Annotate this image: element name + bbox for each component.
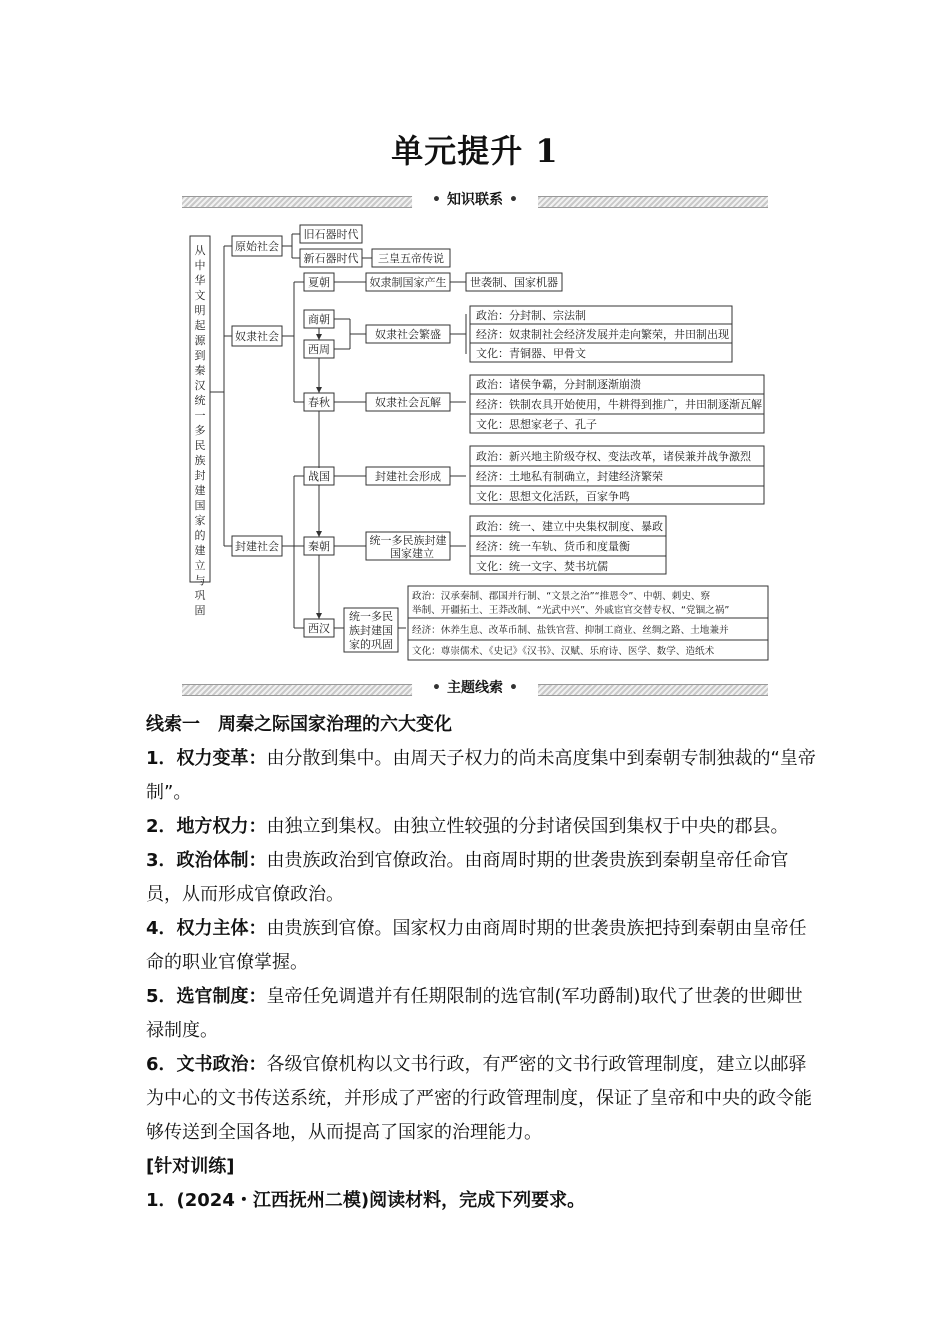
zhanguo-culture: 文化：思想文化活跃，百家争鸣 bbox=[476, 490, 630, 503]
zhou-label: 西周 bbox=[308, 343, 330, 356]
theme-banner bbox=[182, 674, 768, 700]
xia-stage: 奴隶制国家产生 bbox=[369, 276, 447, 289]
society-slave: 奴隶社会 bbox=[235, 330, 279, 343]
qin-economy: 经济：统一车轨、货币和度量衡 bbox=[476, 540, 630, 553]
chunqiu-politics: 政治：诸侯争霸，分封制逐渐崩溃 bbox=[476, 378, 641, 391]
clue-item-5: 5．选官制度：皇帝任免调遣并有任期限制的选官制(军功爵制)取代了世袭的世卿世禄制度。 bbox=[146, 986, 803, 1041]
zhanguo-label: 战国 bbox=[308, 470, 330, 483]
root-title: 从中华文明起源到秦汉统一多民族封建国家的建立与巩固 bbox=[194, 244, 206, 617]
han-politics-1: 政治：汉承秦制、郡国并行制、“文景之治”“推恩令”、中朝、刺史、察 bbox=[412, 591, 711, 602]
han-stage-1: 统一多民 bbox=[349, 610, 393, 623]
chunqiu-economy: 经济：铁制农具开始使用，牛耕得到推广，井田制逐渐瓦解 bbox=[476, 398, 762, 411]
clue-section bbox=[146, 708, 816, 1218]
qin-stage-2: 国家建立 bbox=[390, 547, 434, 560]
zhanguo-stage: 封建社会形成 bbox=[375, 470, 441, 483]
society-primitive: 原始社会 bbox=[235, 240, 279, 253]
chunqiu-stage: 奴隶社会瓦解 bbox=[375, 396, 441, 409]
shangzhou-stage: 奴隶社会繁盛 bbox=[375, 328, 441, 341]
zhanguo-economy: 经济：土地私有制确立，封建经济繁荣 bbox=[476, 470, 663, 483]
xia-label: 夏朝 bbox=[308, 276, 330, 289]
shangzhou-economy: 经济：奴隶制社会经济发展并走向繁荣，井田制出现 bbox=[476, 328, 729, 341]
question-1: 1．(2024・江西抚州二模)阅读材料，完成下列要求。 bbox=[146, 1190, 586, 1211]
legend-label: 三皇五帝传说 bbox=[378, 252, 444, 265]
theme-banner-label: • 主题线索 • bbox=[412, 677, 538, 697]
qin-label: 秦朝 bbox=[308, 540, 330, 553]
society-feudal: 封建社会 bbox=[235, 540, 279, 553]
qin-politics: 政治：统一、建立中央集权制度、暴政 bbox=[476, 520, 663, 533]
qin-culture: 文化：统一文字、焚书坑儒 bbox=[476, 560, 608, 573]
han-culture: 文化：尊崇儒术、《史记》《汉书》、汉赋、乐府诗、医学、数学、造纸术 bbox=[412, 646, 715, 657]
training-heading: [针对训练] bbox=[146, 1156, 235, 1177]
chunqiu-label: 春秋 bbox=[308, 396, 330, 409]
clue-item-4: 4．权力主体：由贵族到官僚。国家权力由商周时期的世袭贵族把持到秦朝由皇帝任命的职业官僚掌握。 bbox=[146, 918, 807, 973]
qin-stage-1: 统一多民族封建 bbox=[369, 534, 447, 547]
clue-heading: 线索一 周秦之际国家治理的六大变化 bbox=[146, 714, 452, 735]
shangzhou-politics: 政治：分封制、宗法制 bbox=[476, 309, 586, 322]
zhanguo-politics: 政治：新兴地主阶级夺权、变法改革，诸侯兼并战争激烈 bbox=[476, 450, 751, 463]
clue-item-3: 3．政治体制：由贵族政治到官僚政治。由商周时期的世袭贵族到秦朝皇帝任命官员，从而形成官僚政治。 bbox=[146, 850, 789, 905]
page-title: 单元提升 1 bbox=[391, 132, 559, 170]
han-economy: 经济：休养生息、改革币制、盐铁官营、抑制工商业、丝绸之路、土地兼并 bbox=[412, 625, 729, 636]
knowledge-banner bbox=[182, 186, 768, 212]
clue-item-2: 2．地方权力：由独立到集权。由独立性较强的分封诸侯国到集权于中央的郡县。 bbox=[146, 816, 789, 837]
new-stone-age: 新石器时代 bbox=[303, 252, 359, 265]
clue-item-6: 6．文书政治：各级官僚机构以文书行政，有严密的文书行政管理制度，建立以邮驿为中心的文书传送系统，并形成了严密的行政管理制度，保证了皇帝和中央的政令能够传送到全国各地，从而提高了国家的治理能力。 bbox=[146, 1054, 812, 1143]
shang-label: 商朝 bbox=[308, 313, 330, 326]
shangzhou-culture: 文化：青铜器、甲骨文 bbox=[476, 347, 586, 360]
knowledge-banner-label: • 知识联系 • bbox=[412, 189, 538, 209]
han-label: 西汉 bbox=[308, 622, 330, 635]
han-politics-2: 举制、开疆拓土、王莽改制、“光武中兴”、外戚宦官交替专权、“党锢之祸” bbox=[412, 605, 730, 616]
han-stage-3: 家的巩固 bbox=[349, 638, 393, 651]
old-stone-age: 旧石器时代 bbox=[303, 228, 359, 241]
chunqiu-culture: 文化：思想家老子、孔子 bbox=[476, 418, 597, 431]
knowledge-diagram bbox=[182, 218, 772, 668]
clue-item-1: 1．权力变革：由分散到集中。由周天子权力的尚未高度集中到秦朝专制独裁的“皇帝制”。 bbox=[146, 748, 816, 803]
han-stage-2: 族封建国 bbox=[349, 624, 393, 637]
xia-detail: 世袭制、国家机器 bbox=[470, 276, 558, 289]
